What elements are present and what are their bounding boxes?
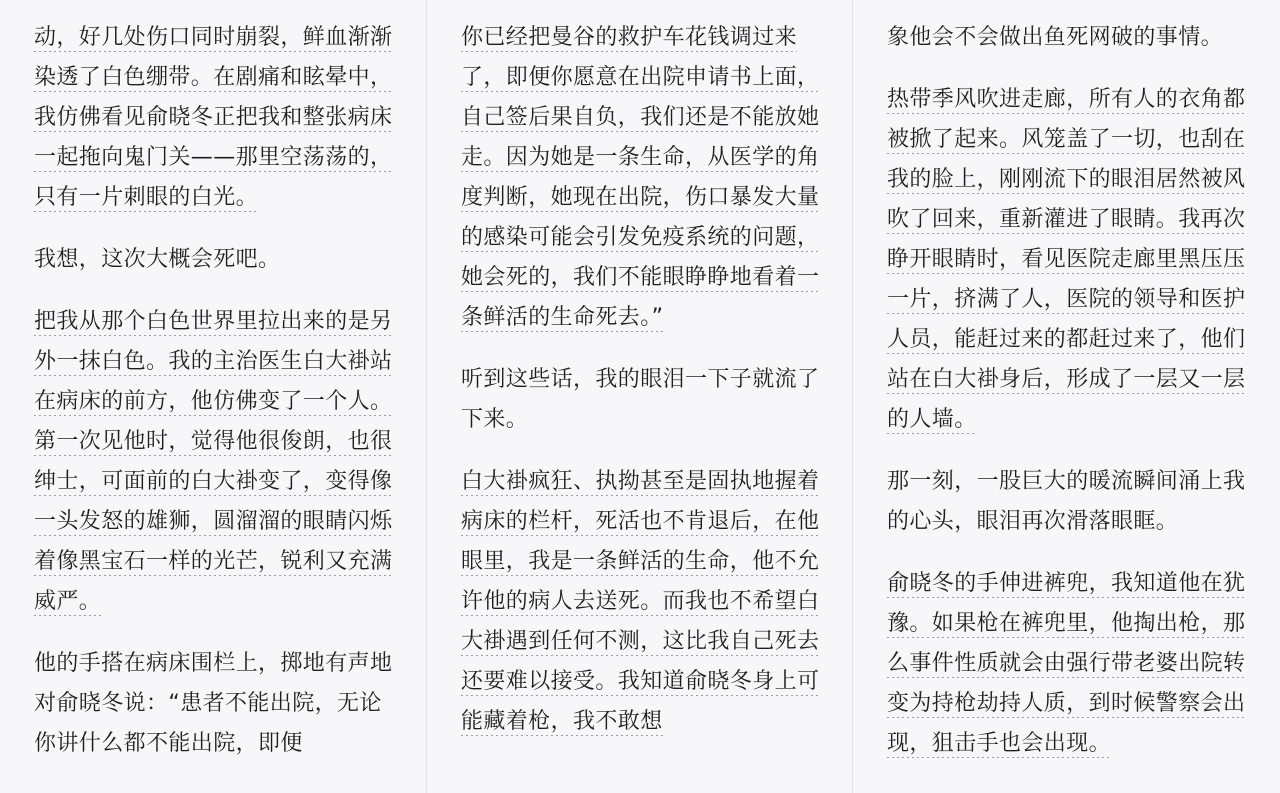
paragraph: [887, 462, 1247, 542]
paragraph: [461, 18, 821, 338]
paragraph-text: 那一刻，一股巨大的暖流瞬间涌上我的心头，眼泪再次滑落眼眶。: [887, 469, 1246, 534]
paragraph: [887, 564, 1247, 764]
paragraph-text: 象他会不会做出鱼死网破的事情。: [887, 25, 1224, 50]
paragraph: [887, 80, 1247, 440]
text-column-3: [852, 0, 1278, 793]
paragraph-text-highlighted: 俞晓冬的手伸进裤兜，我知道他在犹豫。如果枪在裤兜里，他掏出枪，那么事件性质就会由强行带老婆出院转变为持枪劫持人质，到时候警察会出现，狙击手也会出现。: [887, 571, 1245, 764]
paragraph: [34, 240, 394, 280]
paragraph: [461, 360, 821, 440]
text-column-2: [426, 0, 852, 793]
paragraph: [887, 18, 1247, 58]
paragraph-text-highlighted: 白大褂疯狂、执拗甚至是固执地握着病床的栏杆，死活也不肯退后，在他眼里，我是一条鲜活的生命，他不允许他的病人去送死。而我也不希望白大褂遇到任何不测，这比我自己死去还要难以接受。我知道俞晓冬身上可能藏着枪，我不敢想: [461, 469, 819, 742]
paragraph: [461, 462, 821, 742]
text-column-1: [0, 0, 426, 793]
paragraph-text: 听到这些话，我的眼泪一下子就流了下来。: [461, 367, 820, 432]
paragraph-text: 我想，这次大概会死吧。: [34, 247, 281, 272]
paragraph: [34, 18, 394, 218]
paragraph-text-highlighted: 热带季风吹进走廊，所有人的衣角都被掀了起来。风笼盖了一切，也刮在我的脸上，刚刚流下的眼泪居然被风吹了回来，重新灌进了眼睛。我再次睁开眼睛时，看见医院走廊里黑压压一片，挤满了人，医院的领导和医护人员，能赶过来的都赶过来了，他们站在白大褂身后，形成了一层又一层的人墙。: [887, 87, 1245, 440]
paragraph-text-highlighted: 动，好几处伤口同时崩裂，鲜血渐渐染透了白色绷带。在剧痛和眩晕中，我仿佛看见俞晓冬正把我和整张病床一起拖向鬼门关——那里空荡荡的，只有一片刺眼的白光。: [34, 25, 392, 218]
paragraph-text-highlighted: 把我从那个白色世界里拉出来的是另外一抹白色。我的主治医生白大褂站在病床的前方，他仿佛变了一个人。第一次见他时，觉得他很俊朗，也很绅士，可面前的白大褂变了，变得像一头发怒的雄狮，圆溜溜的眼睛闪烁着像黑宝石一样的光芒，锐利又充满威严。: [34, 309, 392, 622]
paragraph-text-highlighted: 你已经把曼谷的救护车花钱调过来了，即便你愿意在出院申请书上面，自己签后果自负，我们还是不能放她走。因为她是一条生命，从医学的角度判断，她现在出院，伤口暴发大量的感染可能会引发免疫系统的问题，她会死的，我们不能眼睁睁地看着一条鲜活的生命死去。”: [461, 25, 819, 338]
paragraph: [34, 302, 394, 622]
paragraph-text: 他的手搭在病床围栏上，掷地有声地对俞晓冬说：“患者不能出院，无论你讲什么都不能出院，即便: [34, 651, 393, 756]
paragraph: [34, 644, 394, 764]
